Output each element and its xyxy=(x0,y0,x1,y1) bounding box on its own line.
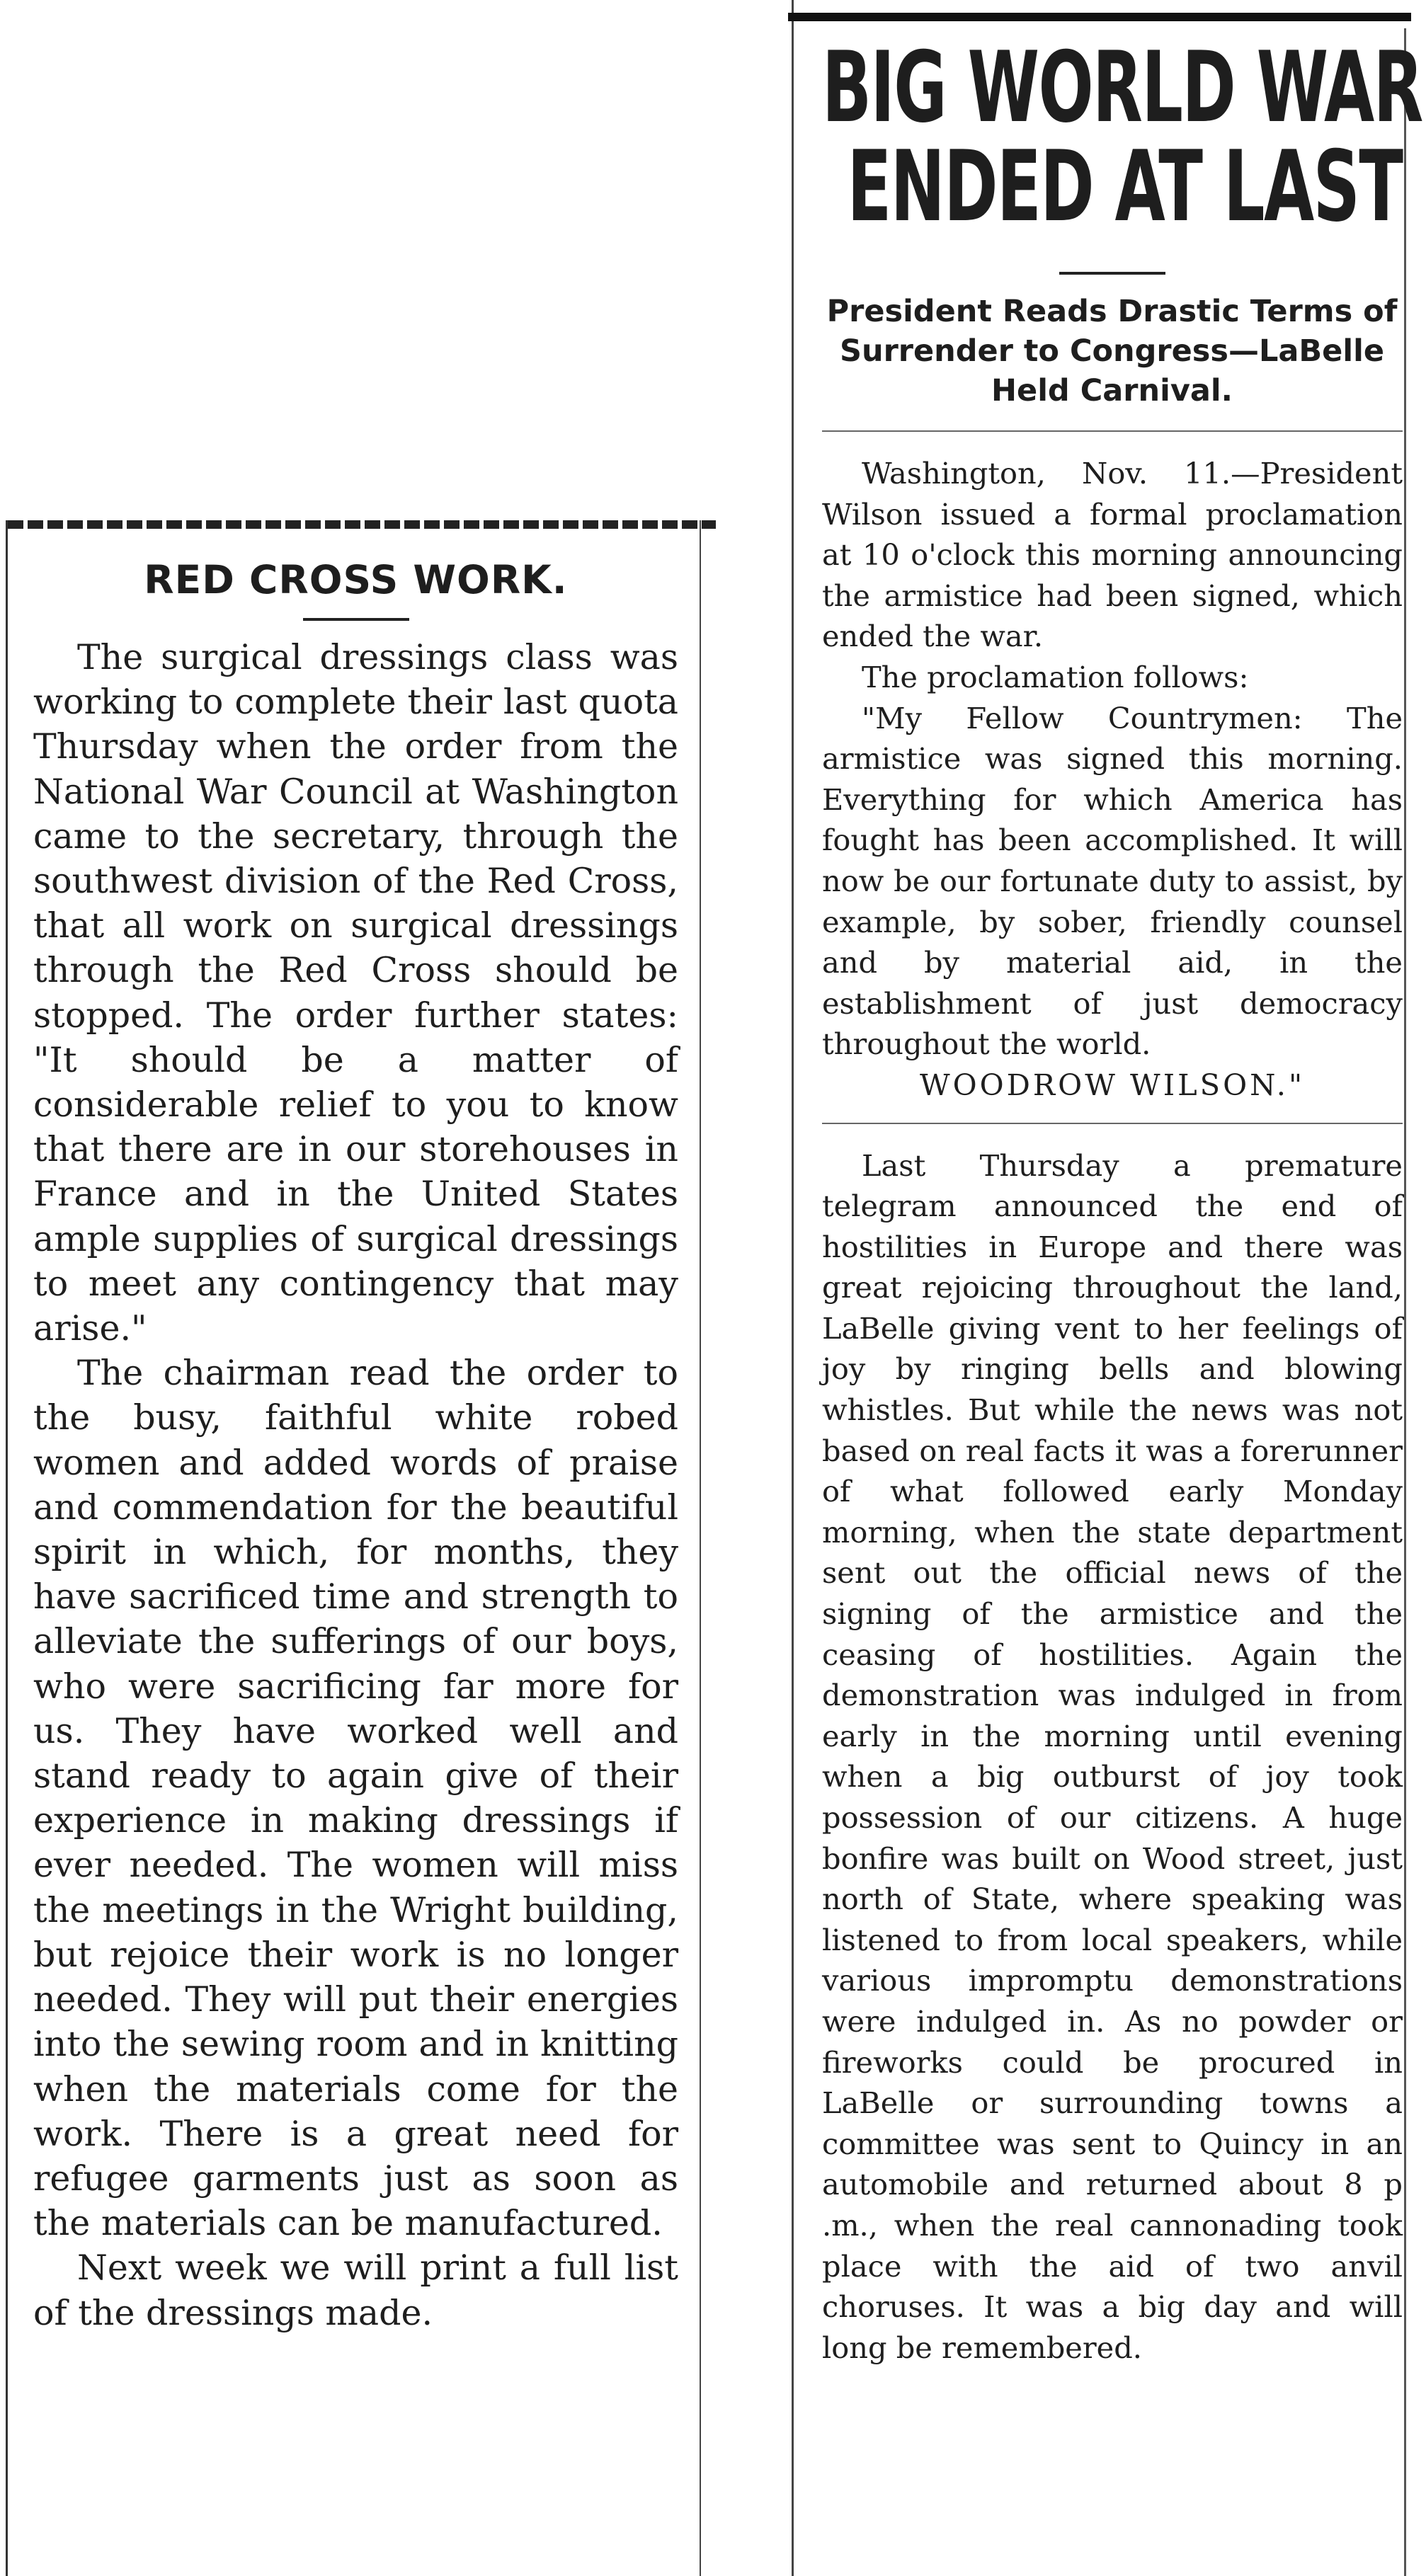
red-cross-paragraph-2: The chairman read the order to the busy, faithful white robed women and added words of praise and commendation for the beautiful spirit in which, for months, they have sacrificed time and strength to alleviate the sufferings of our boys, who were sacrificing far more for us. They have worked well and stand ready to again give of their experience in making dressings if ever needed. The women will miss the meetings in the Wright building, but rejoice their work is no longer needed. They will put their energies into the sewing room and in knitting when the materials come for the work. There is a great need for refugee garments just as soon as the materials can be manufactured. xyxy=(33,1353,678,2244)
article-separator xyxy=(822,1123,1403,1124)
red-cross-paragraph-1: The surgical dressings class was working to complete their last quota Thursday when the order from the National War Council at Washington came to the secretary, through the southwest division of the Red Cross, that all work on surgical dressings through the Red Cross should be stopped. The order further states: "It should be a matter of considerable relief to you to know that there are in our storehouses in France and in the United States ample supplies of surgical dressings to meet any contingency that may arise." xyxy=(33,637,678,1349)
column-right-rule xyxy=(1404,28,1406,2576)
red-cross-article xyxy=(6,520,701,2576)
headline-line-2: ENDED AT LAST xyxy=(847,130,1403,244)
headline-rule xyxy=(1059,272,1165,275)
article-paragraph-local: Last Thursday a premature telegram announced the end of hostilities in Europe and there was great rejoicing throughout the land, LaBelle giving vent to her feelings of joy by ringing bells and blowing whistles. But while the news was not based on real facts it was a forerunner of what followed early Monday morning, when the state department sent out the official news of the signing of the armistice and the ceasing of hostilities. Again the demonstration was indulged in from early in the morning until evening when a big outburst of joy took possession of our citizens. A huge bonfire was built on Wood street, just north of State, where speaking was listened to from local speakers, while various impromptu demonstrations were indulged in. As no powder or fireworks could be procured in LaBelle or surrounding towns a committee was sent to Quincy in an automobile and returned about 8 p .m., when the real cannonading took place with the aid of two anvil choruses. It was a big day and will long be remembered. xyxy=(822,1147,1403,2365)
column-top-bar xyxy=(788,13,1411,21)
red-cross-title: RED CROSS WORK. xyxy=(144,557,568,602)
title-rule xyxy=(303,618,409,621)
headline-line-1: BIG WORLD WAR xyxy=(822,30,1422,144)
article-paragraph-1: Washington, Nov. 11.—President Wilson issued a formal proclamation at 10 o'clock this morning announcing the armistice had been signed, which ended the war. xyxy=(822,456,1403,654)
subhead-separator xyxy=(822,430,1403,432)
dashed-top-rule xyxy=(8,520,716,529)
red-cross-paragraph-3: Next week we will print a full list of the dressings made. xyxy=(33,2248,678,2333)
article-paragraph-2: The proclamation follows: xyxy=(862,659,1249,694)
subheadline: President Reads Drastic Terms of Surrender to Congress—LaBelle Held Carnival. xyxy=(826,294,1398,408)
article-paragraph-3: "My Fellow Countrymen: The armistice was signed this morning. Everything for which America has fought has been accomplished. It will now be our fortunate duty to assist, by example, by sober, friendly counsel and by material aid, in the establishment of just democracy throughout the world. xyxy=(822,700,1403,1062)
war-ended-article xyxy=(792,0,1422,2576)
signature: WOODROW WILSON." xyxy=(919,1067,1306,1102)
